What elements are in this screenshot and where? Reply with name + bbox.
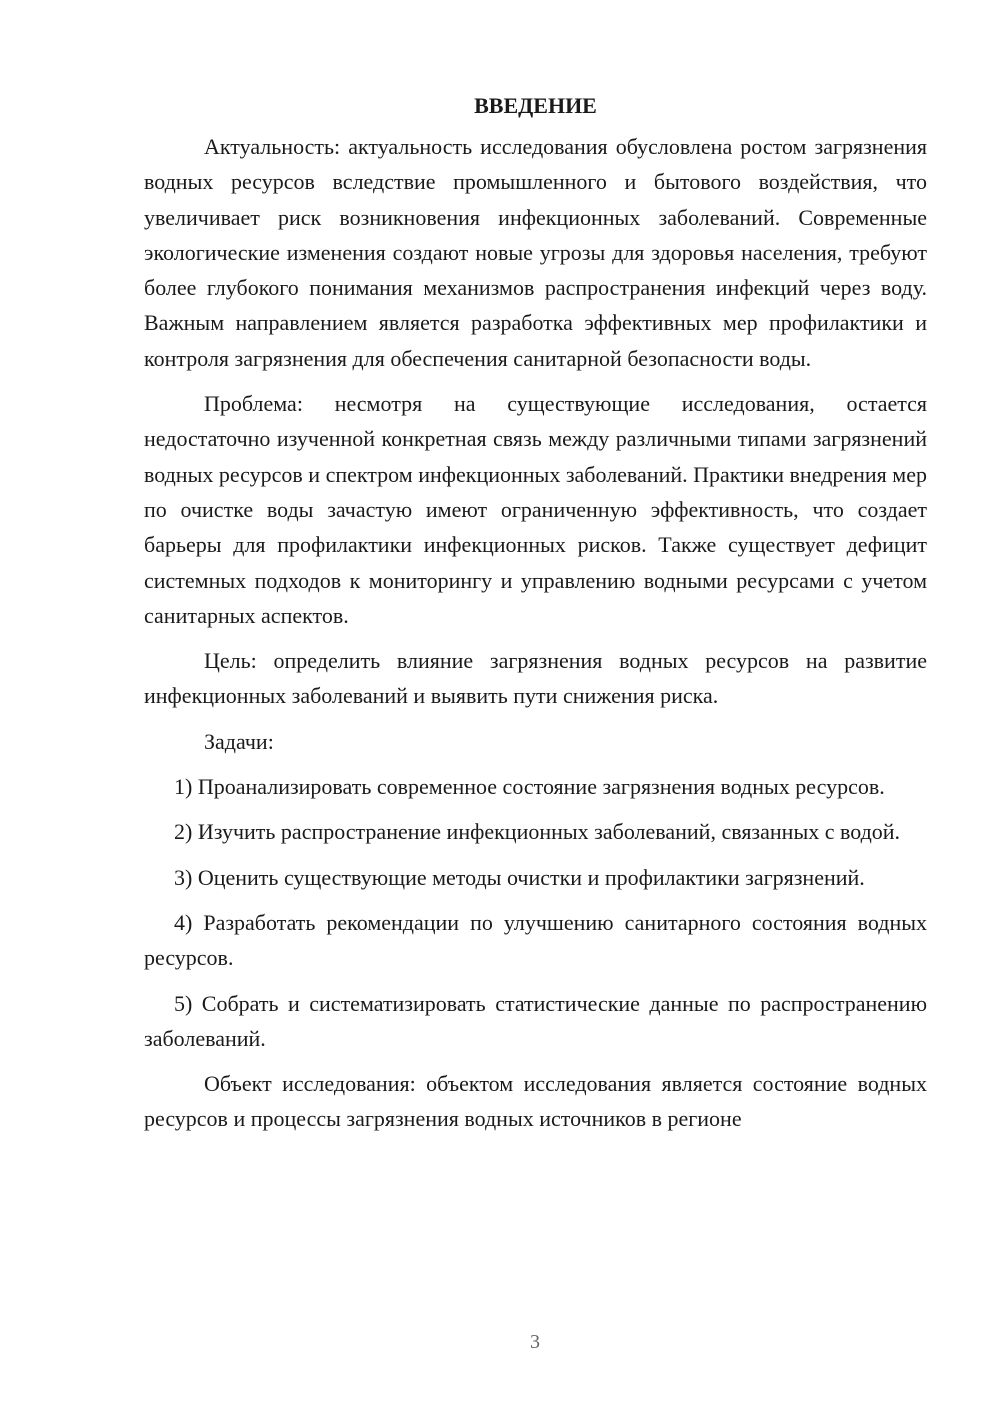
- task-item-4: 4) Разработать рекомендации по улучшению санитарного состояния водных ресурсов.: [144, 909, 927, 971]
- task-item-2: 2) Изучить распространение инфекционных заболеваний, связанных с водой.: [174, 819, 901, 845]
- task-item-3: 3) Оценить существующие методы очистки и профилактики загрязнений.: [174, 864, 865, 890]
- paragraph-object: Объект исследования: объектом исследования является состояние водных ресурсов и процессы загрязнения водных источников в регионе: [144, 1071, 927, 1132]
- paragraph-goal: Цель: определить влияние загрязнения водных ресурсов на развитие инфекционных заболеваний и выявить пути снижения риска.: [144, 648, 927, 709]
- paragraph-relevance: Актуальность: актуальность исследования обусловлена ростом загрязнения водных ресурсов вследствие промышленного и бытового воздействия, что увеличивает риск возникновения инфекционных заболеваний. Современные экологические изменения создают новые угрозы для здоровья населения, требуют более глубокого понимания механизмов распространения инфекций через воду. Важным направлением является разработка эффективных мер профилактики и контроля загрязнения для обеспечения санитарной безопасности воды.: [144, 134, 927, 371]
- section-heading: ВВЕДЕНИЕ: [474, 93, 597, 118]
- page-number: 3: [530, 1331, 540, 1353]
- page-content: [144, 88, 927, 1147]
- task-item-5: 5) Собрать и систематизировать статистические данные по распространению заболеваний.: [144, 990, 927, 1051]
- tasks-label: Задачи:: [204, 728, 274, 754]
- paragraph-problem: Проблема: несмотря на существующие исследования, остается недостаточно изученной конкретная связь между различными типами загрязнений водных ресурсов и спектром инфекционных заболеваний. Практики внедрения мер по очистке воды зачастую имеют ограниченную эффективность, что создает барьеры для профилактики инфекционных рисков. Также существует дефицит системных подходов к мониторингу и управлению водными ресурсами с учетом санитарных аспектов.: [144, 391, 927, 628]
- task-item-1: 1) Проанализировать современное состояние загрязнения водных ресурсов.: [174, 774, 885, 800]
